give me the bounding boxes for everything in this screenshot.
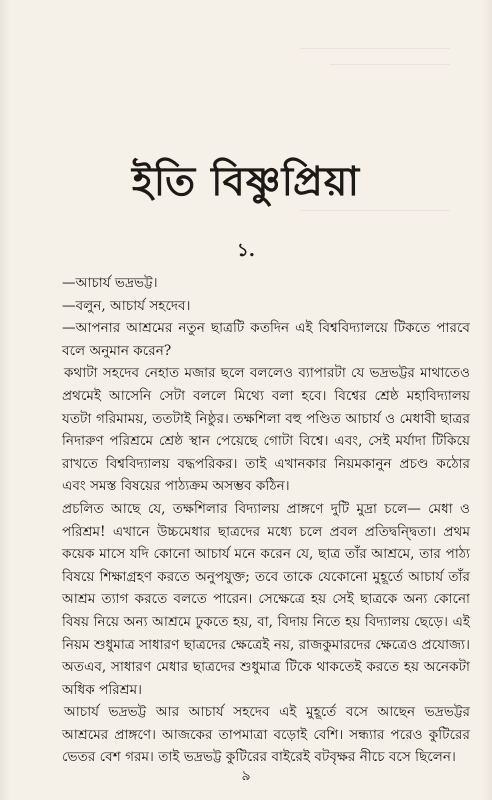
body-text — [62, 272, 470, 769]
paragraph: —আপনার আশ্রমের নতুন ছাত্রটি কতদিন এই বিশ্ববিদ্যালয়ে টিকতে পারবে বলে অনুমান করেন? — [62, 320, 470, 359]
paragraph: প্রচলিত আছে যে, তক্ষশিলার বিদ্যালয় প্রাঙ্গণে দুটি মুদ্রা চলে— মেধা ও পরিশ্রম! এখানে উচ্চমেধার ছাত্রদের মধ্যে চলে প্রবল প্রতিদ্বন্দ্বিতা। প্রথম কয়েক মাসে যদি কোনো আচার্য মনে করেন যে, ছাত্র তাঁর আশ্রমে, তার পাঠ্য বিষয়ে শিক্ষাগ্রহণ করতে অনুপযুক্ত; তবে তাকে যেকোনো মুহূর্তে আচার্য তাঁর আশ্রম ত্যাগ করতে বলতে পারেন। সেক্ষেত্রে হয় সেই ছাত্রকে অন্য কোনো বিষয় নিয়ে অন্য আশ্রমে ঢুকতে হয়, বা, বিদায় নিতে হয় বিদ্যালয় ছেড়ে। এই নিয়ম শুধুমাত্র সাধারণ ছাত্রদের ক্ষেত্রেই নয়, রাজকুমারদের ক্ষেত্রেও প্রযোজ্য। অতএব, সাধারণ মেধার ছাত্রদের শুধুমাত্র টিকে থাকতেই করতে হয় অনেকটা অধিক পরিশ্রম। — [62, 500, 470, 698]
paragraph: আচার্য ভদ্রভট্ট আর আচার্য সহদেব এই মুহূর্তে বসে আছেন ভদ্রভট্টর আশ্রমের প্রাঙ্গণে। আজকের তাপমাত্রা বড়োই বেশি। সন্ধ্যার পরেও কুটিরের ভেতর বেশ গরম। তাই ভদ্রভট্ট কুটিরের বাইরেই বটবৃক্ষর নীচে বসে ছিলেন। — [62, 704, 470, 766]
chapter-number: ১. — [237, 240, 255, 261]
paragraph: —বলুন, আচার্য সহদেব। — [62, 297, 191, 314]
paragraph: —আচার্য ভদ্রভট্ট। — [62, 275, 158, 291]
page-title: ইতি বিষ্ণুপ্রিয়া — [131, 158, 361, 205]
page-number: ৯ — [241, 768, 251, 784]
paragraph: কথাটা সহদেব নেহাত মজার ছলে বললেও ব্যাপারটা যে ভদ্রভট্টর মাথাতেও প্রথমেই আসেনি সেটা বললে মিথ্যে বলা হবে। বিশ্বের শ্রেষ্ঠ মহাবিদ্যালয় যতটা গরিমাময়, ততটাই নিষ্ঠুর। তক্ষশিলা বহু পণ্ডিত আচার্য ও মেধাবী ছাত্রর নিদারুণ পরিশ্রমে শ্রেষ্ঠ স্থান পেয়েছে গোটা বিশ্বে। এবং, সেই মর্যাদা টিকিয়ে রাখতে বিশ্ববিদ্যালয় বদ্ধপরিকর। তাই এখানকার নিয়মকানুন প্রচণ্ড কঠোর এবং সমস্ত বিষয়ের পাঠ্যক্রম অসম্ভব কঠিন। — [62, 365, 470, 495]
